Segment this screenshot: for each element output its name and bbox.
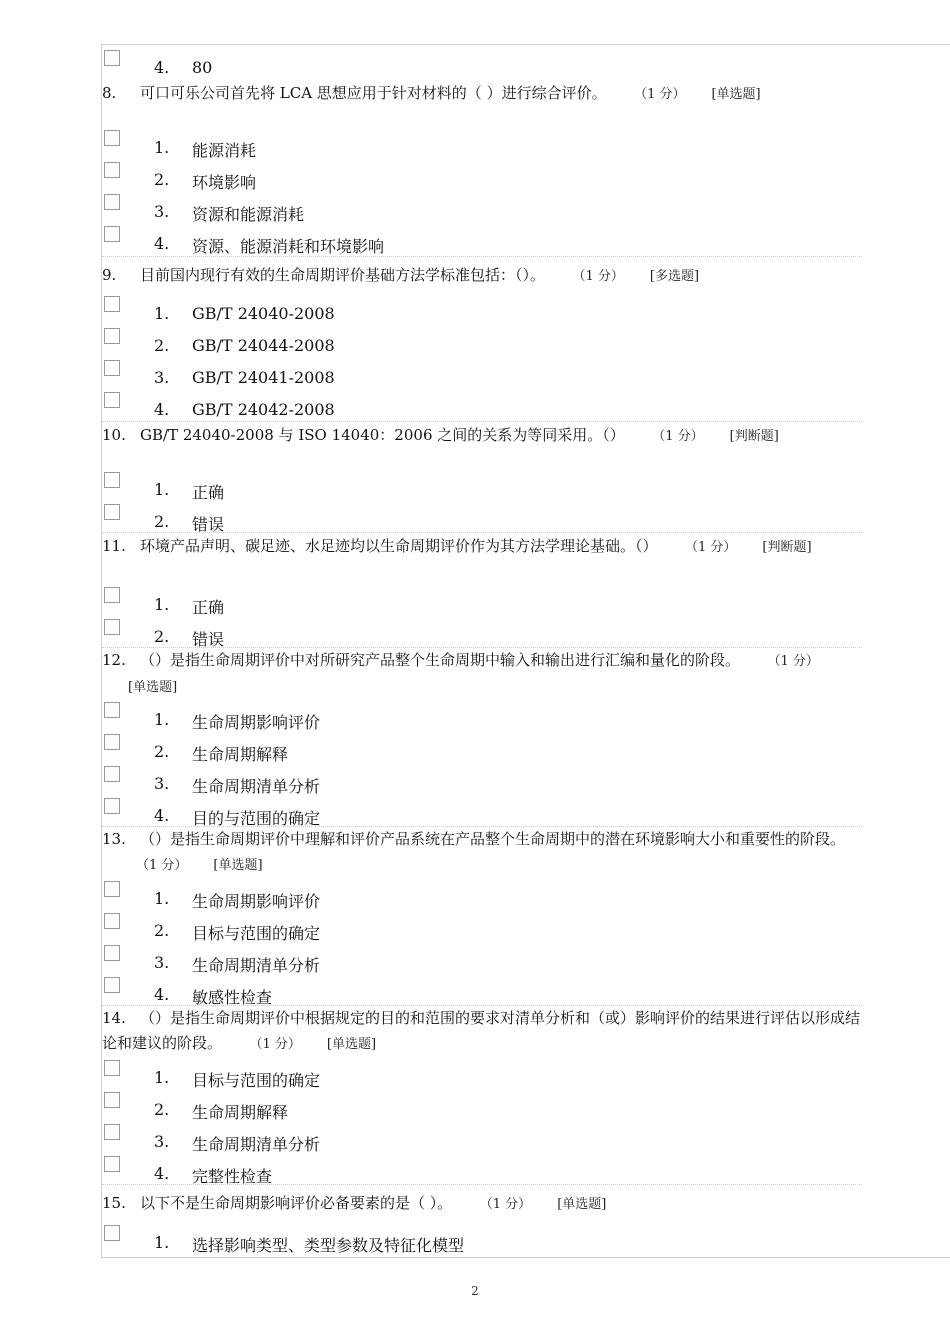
option-checkbox[interactable] [104, 1225, 120, 1241]
option-row[interactable] [102, 913, 862, 943]
option-text: GB/T 24040-2008 [192, 304, 335, 323]
option-row[interactable] [102, 296, 862, 326]
option-checkbox[interactable] [104, 392, 120, 408]
option-number: 3. [154, 202, 170, 221]
question-13 [102, 827, 862, 878]
question-text: （）是指生命周期评价中理解和评价产品系统在产品整个生命周期中的潜在环境影响大小和重要性的阶段。 [140, 830, 846, 848]
option-number: 1. [154, 1233, 170, 1252]
option-row[interactable] [102, 194, 862, 224]
option-checkbox[interactable] [104, 1092, 120, 1108]
option-checkbox[interactable] [104, 702, 120, 718]
option-number: 1. [154, 710, 170, 729]
question-text: （）是指生命周期评价中对所研究产品整个生命周期中输入和输出进行汇编和量化的阶段。 [140, 651, 741, 669]
question-type: [单选题] [213, 858, 263, 873]
option-text: 正确 [192, 598, 225, 617]
question-score: （1 分） [136, 858, 188, 873]
question-score: （1 分） [691, 540, 737, 555]
option-number: 1. [154, 480, 170, 499]
option-row[interactable] [102, 504, 862, 534]
option-row[interactable] [102, 1060, 862, 1090]
option-row[interactable] [102, 226, 862, 256]
option-row[interactable] [102, 734, 862, 764]
option-number: 2. [154, 921, 170, 940]
option-row[interactable] [102, 798, 862, 828]
option-text: 敏感性检查 [192, 988, 273, 1007]
option-checkbox[interactable] [104, 734, 120, 750]
option-text: 生命周期清单分析 [192, 777, 321, 796]
option-text: GB/T 24041-2008 [192, 368, 335, 387]
option-number: 4. [154, 400, 170, 419]
option-number: 3. [154, 953, 170, 972]
option-number: 2. [154, 170, 170, 189]
question-9 [102, 263, 862, 289]
option-text: 生命周期影响评价 [192, 892, 321, 911]
question-score: （1 分） [774, 654, 819, 669]
option-text: 错误 [192, 630, 225, 649]
option-text: 生命周期影响评价 [192, 713, 321, 732]
option-checkbox[interactable] [104, 945, 120, 961]
question-number: 11. [102, 537, 126, 555]
question-type: [单选题] [711, 87, 761, 102]
option-text: 生命周期解释 [192, 745, 289, 764]
option-checkbox[interactable] [104, 619, 120, 635]
option-checkbox[interactable] [104, 472, 120, 488]
option-row[interactable] [102, 881, 862, 911]
option-text: 资源和能源消耗 [192, 205, 305, 224]
question-text: GB/T 24040-2008 与 ISO 14040：2006 之间的关系为等同采用。（） [140, 426, 625, 444]
question-text: 目前国内现行有效的生命周期评价基础方法学标准包括：（）。 [140, 266, 546, 284]
option-row[interactable] [102, 328, 862, 358]
option-number: 4. [154, 58, 170, 77]
question-score: （1 分） [579, 269, 624, 284]
option-checkbox[interactable] [104, 798, 120, 814]
option-row[interactable] [102, 766, 862, 796]
question-number: 14. [102, 1009, 126, 1027]
question-8 [102, 81, 862, 107]
option-number: 1. [154, 304, 170, 323]
option-checkbox[interactable] [104, 50, 120, 66]
option-text: 目标与范围的确定 [192, 924, 321, 943]
option-text: 错误 [192, 515, 225, 534]
question-11 [102, 534, 862, 560]
question-number: 13. [102, 830, 126, 848]
option-checkbox[interactable] [104, 1156, 120, 1172]
option-checkbox[interactable] [104, 587, 120, 603]
option-number: 4. [154, 234, 170, 253]
question-12 [102, 648, 862, 700]
question-type: [判断题] [729, 429, 779, 444]
option-row[interactable] [102, 977, 862, 1007]
question-type: [多选题] [649, 269, 700, 284]
question-15 [102, 1191, 862, 1217]
option-row[interactable] [102, 392, 862, 422]
question-text: 环境产品声明、碳足迹、水足迹均以生命周期评价作为其方法学理论基础。（） [140, 537, 658, 555]
question-score: （1 分） [256, 1037, 301, 1052]
option-number: 1. [154, 138, 170, 157]
question-score: （1 分） [640, 87, 686, 102]
option-text: 80 [192, 58, 213, 77]
option-checkbox[interactable] [104, 504, 120, 520]
question-text: 可口可乐公司首先将 LCA 思想应用于针对材料的（ ）进行综合评价。 [140, 84, 607, 102]
option-number: 3. [154, 774, 170, 793]
option-number: 4. [154, 985, 170, 1004]
option-text: 资源、能源消耗和环境影响 [192, 237, 385, 256]
option-text: 生命周期清单分析 [192, 1135, 321, 1154]
question-14 [102, 1006, 862, 1057]
option-checkbox[interactable] [104, 913, 120, 929]
option-checkbox[interactable] [104, 226, 120, 242]
option-row[interactable] [102, 1225, 862, 1255]
option-row[interactable] [102, 130, 862, 160]
option-number: 3. [154, 1132, 170, 1151]
question-score: （1 分） [486, 1197, 532, 1212]
option-checkbox[interactable] [104, 360, 120, 376]
option-number: 1. [154, 1068, 170, 1087]
option-row[interactable] [102, 1156, 862, 1186]
option-number: 2. [154, 336, 170, 355]
option-number: 2. [154, 1100, 170, 1119]
option-number: 4. [154, 806, 170, 825]
question-divider [102, 421, 862, 422]
option-checkbox[interactable] [104, 881, 120, 897]
question-number: 15. [102, 1194, 126, 1212]
option-number: 3. [154, 368, 170, 387]
option-row[interactable] [102, 1124, 862, 1154]
option-text: 完整性检查 [192, 1167, 273, 1186]
question-type: [单选题] [128, 680, 178, 695]
question-divider [102, 1184, 862, 1185]
option-text: 选择影响类型、类型参数及特征化模型 [192, 1236, 465, 1255]
option-checkbox[interactable] [104, 328, 120, 344]
option-number: 2. [154, 627, 170, 646]
option-number: 2. [154, 512, 170, 531]
option-checkbox[interactable] [104, 977, 120, 993]
question-divider [102, 256, 862, 257]
question-score: （1 分） [658, 429, 704, 444]
option-number: 1. [154, 889, 170, 908]
option-text: GB/T 24044-2008 [192, 336, 335, 355]
option-text: 生命周期清单分析 [192, 956, 321, 975]
question-text: （）是指生命周期评价中根据规定的目的和范围的要求对清单分析和（或）影响评价的结果进行评估以形成结论和建议的阶段。 [102, 1009, 861, 1052]
option-row[interactable] [102, 945, 862, 975]
option-row[interactable] [102, 162, 862, 192]
option-text: 正确 [192, 483, 225, 502]
option-number: 1. [154, 595, 170, 614]
question-type: [单选题] [557, 1197, 607, 1212]
question-number: 8. [102, 84, 117, 102]
option-text: 环境影响 [192, 173, 257, 192]
option-text: GB/T 24042-2008 [192, 400, 335, 419]
option-number: 4. [154, 1164, 170, 1183]
option-text: 能源消耗 [192, 141, 257, 160]
option-row[interactable] [102, 1092, 862, 1122]
option-row[interactable] [102, 587, 862, 617]
question-number: 10. [102, 426, 126, 444]
option-checkbox[interactable] [104, 766, 120, 782]
option-number: 2. [154, 742, 170, 761]
question-type: [判断题] [762, 540, 812, 555]
option-checkbox[interactable] [104, 296, 120, 312]
option-row[interactable] [102, 619, 862, 649]
option-checkbox[interactable] [104, 162, 120, 178]
option-checkbox[interactable] [104, 130, 120, 146]
option-checkbox[interactable] [104, 1060, 120, 1076]
option-row[interactable] [102, 360, 862, 390]
question-divider [102, 532, 862, 533]
option-row[interactable] [102, 472, 862, 502]
option-row[interactable] [102, 702, 862, 732]
option-checkbox[interactable] [104, 194, 120, 210]
question-number: 12. [102, 651, 126, 669]
option-checkbox[interactable] [104, 1124, 120, 1140]
option-text: 目标与范围的确定 [192, 1071, 321, 1090]
option-row[interactable] [102, 50, 862, 80]
option-text: 目的与范围的确定 [192, 809, 321, 828]
question-type: [单选题] [326, 1037, 377, 1052]
question-10 [102, 423, 862, 449]
page-number: 2 [471, 1284, 479, 1298]
question-number: 9. [102, 266, 117, 284]
option-text: 生命周期解释 [192, 1103, 289, 1122]
question-text: 以下不是生命周期影响评价必备要素的是（ ）。 [140, 1194, 453, 1212]
